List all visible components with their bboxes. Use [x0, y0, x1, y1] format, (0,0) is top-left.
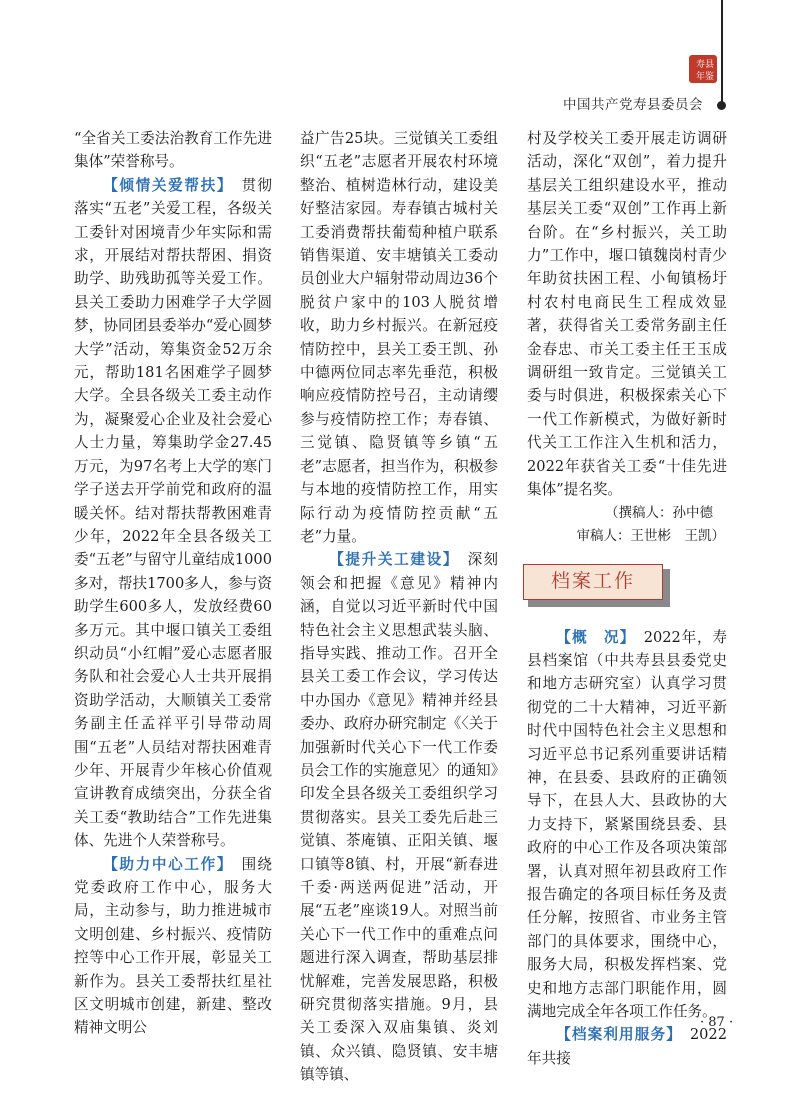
chapter-banner [523, 564, 671, 608]
chapter-banner-title: 档案工作 [523, 564, 663, 600]
section-body: 2022年，寿县档案馆（中共寿县县委党史和地方志研究室）认真学习贯彻党的二十大精神，习近平新时代中国特色社会主义思想和习近平总书记系列重要讲话精神，在县委、县政府的正确领导下，在县人大、县政协的大力支持下，紧紧围绕县委、县政府的中心工作及各项决策部署，认真对照年初县政府工作报告确定的各项目标任务及责任分解，按照省、市业务主管部门的具体要求，围绕中心，服务大局，积极发挥档案、党史和地方志部门职能作用，圆满地完成全年各项工作任务。 [527, 628, 727, 1020]
svg-text:县: 县 [705, 60, 715, 70]
column-2 [300, 127, 498, 1087]
section-body: 围绕党委政府工作中心，服务大局，主动参与，助力推进城市文明创建、乡村振兴、疫情防控等中心工作开展，彰显关工新作为。县关工委帮扶红星社区文明城市创建，新建、整改精神文明公 [74, 855, 272, 1037]
section-tag: 【提升关工建设】 [329, 551, 452, 569]
column-1 [74, 127, 272, 1040]
section-tag: 【倾情关爱帮扶】 [103, 176, 226, 194]
section-body: 贯彻落实“五老”关爱工程，各级关工委针对困境青少年实际和需求，开展结对帮扶帮困、捐资助学、助残助孤等关爱工作。县关工委助力困难学子大学圆梦，协同团县委举办“爱心圆梦大学”活动，筹集资金52万余元，帮助181名困难学子圆梦大学。全县各级关工委主动作为，凝聚爱心企业及社会爱心人士力量，筹集助学金27.45万元，为97名考上大学的寒门学子送去开学前党和政府的温暖关怀。结对帮扶帮教困难青少年，2022年全县各级关工委“五老”与留守儿童结成1000多对，帮扶1700多人，参与资助学生600多人，发放经费60多万元。其中堰口镇关工委组织动员“小红帽”爱心志愿者服务队和社会爱心人士共开展捐资助学活动，大顺镇关工委常务副主任孟祥平引导带动周围“五老”人员结对帮扶困难青少年、开展青少年核心价值观宣讲教育成绩突出，分获全省关工委“教助结合”工作先进集体、先进个人荣誉称号。 [74, 176, 272, 850]
section-overview [527, 626, 727, 1024]
header-rule-dot [717, 101, 726, 110]
continued-paragraph: 益广告25块。三觉镇关工委组织“五老”志愿者开展农村环境整治、植树造林行动，建设美好整洁家园。寿春镇古城村关工委消费帮扶葡萄种植户联系销售渠道、安丰塘镇关工委动员创业大户辐射带动周边36个脱贫户家中的103人脱贫增收，助力乡村振兴。在新冠疫情防控中，县关工委王凯、孙中德两位同志率先垂范，积极响应疫情防控号召，主动请缨参与疫情防控工作；寿春镇、三觉镇、隐贤镇等乡镇“五老”志愿者，担当作为，积极参与本地的疫情防控工作，用实际行动为疫情防控贡献“五老”力量。 [300, 130, 498, 545]
section-body: 深刻领会和把握《意见》精神内涵，自觉以习近平新时代中国特色社会主义思想武装头脑、指导实践、推动工作。召开全县关工委工作会议，学习传达中办国办《意见》精神并经县委办、政府办研究制定《〈关于加强新时代关心下一代工作委员会工作的实施意见〉的通知》印发全县各级关工委组织学习贯彻落实。县关工委先后赴三觉镇、茶庵镇、正阳关镇、堰口镇等8镇、村，开展“新春进千委·两送两促进”活动，开展“五老”座谈19人。对照当前关心下一代工作中的重难点问题进行深入调查，帮助基层排忧解难，完善发展思路，积极研究贯彻落实措施。9月，县关工委深入双庙集镇、炎刘镇、众兴镇、隐贤镇、安丰塘镇等镇、 [300, 551, 498, 1084]
reviewer-credit: 审稿人：王世彬 王凯） [576, 527, 725, 544]
author-credit: （撰稿人：孙中德 [605, 504, 713, 521]
section-body: 2022年共接 [527, 1026, 727, 1067]
header-rule [721, 0, 723, 108]
continued-paragraph: 村及学校关工委开展走访调研活动，深化“双创”，着力提升基层关工组织建设水平，推动基层关工委“双创”工作再上新台阶。在“乡村振兴，关工助力”工作中，堰口镇魏岗村青少年助贫扶困工程、小甸镇杨圩村农村电商民生工程成效显著，获得省关工委常务副主任金春忠、市关工委主任王玉成调研组一致肯定。三觉镇关工委与时俱进，积极探索关心下一代工作新模式，为做好新时代关工工作注入生机和活力，2022年获省关工委“十佳先进集体”提名奖。 [527, 130, 727, 499]
section-tag: 【助力中心工作】 [103, 855, 226, 873]
section-central-work [74, 853, 272, 1040]
section-tag: 【档案利用服务】 [556, 1026, 675, 1044]
running-header-title: 中国共产党寿县委员会 [563, 97, 703, 113]
column-3 [527, 127, 727, 1070]
svg-text:寿: 寿 [696, 60, 706, 70]
section-tag: 【概 况】 [556, 628, 629, 646]
seal-logo-icon [688, 54, 718, 84]
continued-paragraph: “全省关工委法治教育工作先进集体”荣誉称号。 [74, 130, 272, 171]
page-number: · 87 · [700, 1015, 734, 1030]
section-archive-service [527, 1023, 727, 1070]
svg-text:年: 年 [696, 72, 706, 82]
section-care-assistance [74, 174, 272, 853]
svg-text:鉴: 鉴 [705, 72, 715, 82]
section-org-building [300, 548, 498, 1086]
